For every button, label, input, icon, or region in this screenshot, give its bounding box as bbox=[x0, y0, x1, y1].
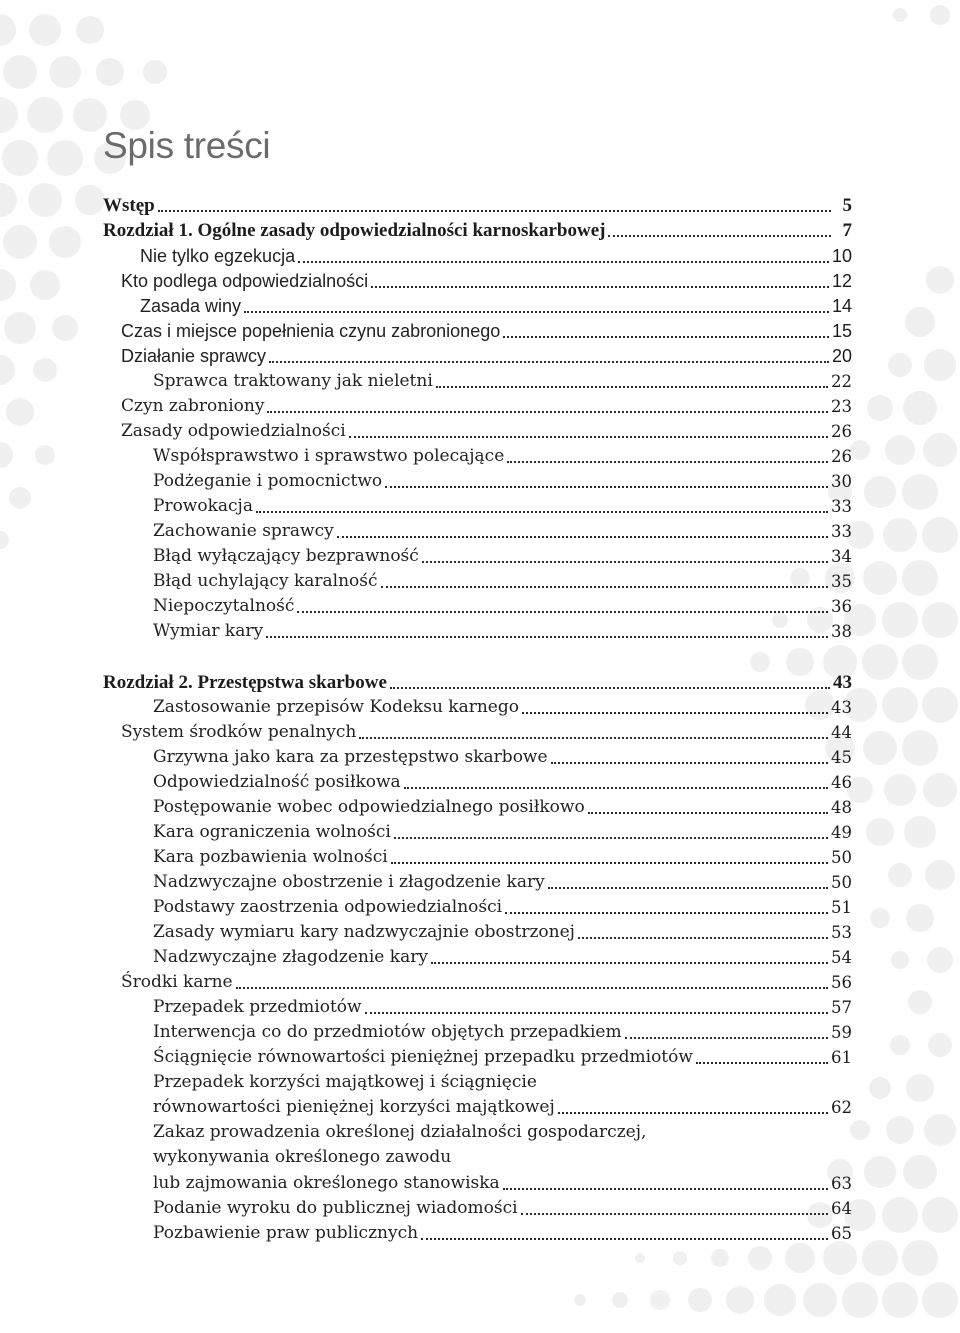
toc-entry-page: 49 bbox=[831, 823, 852, 842]
toc-entry-title: Kara ograniczenia wolności bbox=[153, 822, 391, 842]
toc-entry-page: 26 bbox=[831, 447, 852, 466]
toc-entry-page: 33 bbox=[831, 497, 852, 516]
toc-entry[interactable] bbox=[0, 619, 960, 645]
toc-entry-page: 46 bbox=[831, 773, 852, 792]
dot-leader bbox=[365, 1012, 828, 1014]
toc-entry-page: 14 bbox=[831, 296, 852, 316]
toc-entry-title: Błąd uchylający karalność bbox=[153, 571, 378, 591]
dot-leader bbox=[588, 812, 828, 814]
toc-entry[interactable] bbox=[0, 594, 960, 620]
toc-entry-title: Sprawca traktowany jak nieletni bbox=[153, 371, 433, 391]
dot-leader bbox=[349, 436, 828, 438]
toc-entry[interactable] bbox=[0, 995, 960, 1021]
toc-entry[interactable] bbox=[0, 745, 960, 771]
toc-entry[interactable] bbox=[0, 920, 960, 946]
toc-entry[interactable] bbox=[0, 795, 960, 821]
toc-entry-title: wykonywania określonego zawodu bbox=[153, 1147, 452, 1167]
toc-entry-title: Czas i miejsce popełnienia czynu zabronionego bbox=[121, 321, 501, 341]
toc-entry[interactable] bbox=[0, 870, 960, 896]
toc-entry[interactable] bbox=[0, 569, 960, 595]
toc-entry[interactable] bbox=[0, 970, 960, 996]
dot-leader bbox=[507, 461, 828, 463]
toc-entry-title: Postępowanie wobec odpowiedzialnego posiłkowo bbox=[153, 797, 585, 817]
toc-entry-title: Przepadek korzyści majątkowej i ściągnięcie bbox=[153, 1072, 537, 1092]
dot-leader bbox=[431, 962, 828, 964]
dot-leader bbox=[436, 386, 828, 388]
toc-entry-page: 26 bbox=[831, 422, 852, 441]
toc-entry-page: 48 bbox=[831, 798, 852, 817]
toc-entry[interactable] bbox=[0, 770, 960, 796]
dot-leader bbox=[371, 286, 829, 288]
toc-entry-page: 62 bbox=[831, 1098, 852, 1117]
toc-entry-title: Niepoczytalność bbox=[153, 596, 295, 616]
dot-leader bbox=[421, 1238, 828, 1240]
toc-entry-title: Współsprawstwo i sprawstwo polecające bbox=[153, 446, 505, 466]
toc-entry[interactable] bbox=[0, 269, 960, 295]
toc-entry-title: Kara pozbawienia wolności bbox=[153, 847, 388, 867]
toc-entry-page: 61 bbox=[831, 1048, 852, 1067]
toc-entry-page: 59 bbox=[831, 1023, 852, 1042]
toc-entry-page: 57 bbox=[831, 998, 852, 1017]
dot-leader bbox=[298, 261, 829, 263]
toc-entry[interactable] bbox=[0, 544, 960, 570]
toc-entry-title: Zachowanie sprawcy bbox=[153, 521, 334, 541]
toc-entry-page: 54 bbox=[831, 948, 852, 967]
toc-entry[interactable] bbox=[0, 820, 960, 846]
toc-entry-title: Wstęp bbox=[103, 195, 155, 216]
toc-entry-title: Podżeganie i pomocnictwo bbox=[153, 471, 383, 491]
toc-entry[interactable] bbox=[0, 895, 960, 921]
dot-leader bbox=[625, 1037, 828, 1039]
toc-entry[interactable] bbox=[0, 419, 960, 445]
toc-entry-title: Zastosowanie przepisów Kodeksu karnego bbox=[153, 697, 519, 717]
dot-leader bbox=[391, 862, 828, 864]
toc-entry[interactable] bbox=[0, 945, 960, 971]
toc-entry-title: Rozdział 1. Ogólne zasady odpowiedzialności karnoskarbowej bbox=[103, 220, 606, 241]
toc-entry-page: 63 bbox=[831, 1174, 852, 1193]
toc-entry-page: 56 bbox=[831, 973, 852, 992]
toc-entry-title: Czyn zabroniony bbox=[121, 396, 265, 416]
toc-entry-title: Pozbawienie praw publicznych bbox=[153, 1223, 419, 1243]
dot-leader bbox=[236, 987, 828, 989]
toc-entry-title: Interwencja co do przedmiotów objętych przepadkiem bbox=[153, 1022, 622, 1042]
toc-entry-page: 43 bbox=[831, 698, 852, 717]
toc-entry-title: Rozdział 2. Przestępstwa skarbowe bbox=[103, 672, 387, 693]
toc-entry[interactable] bbox=[0, 1171, 960, 1197]
toc-entry-page: 50 bbox=[831, 873, 852, 892]
toc-entry-title: Działanie sprawcy bbox=[121, 346, 267, 366]
toc-entry-title: Ściągnięcie równowartości pieniężnej przepadku przedmiotów bbox=[153, 1047, 693, 1067]
toc-entry-title: Podanie wyroku do publicznej wiadomości bbox=[153, 1198, 518, 1218]
toc-entry[interactable] bbox=[0, 394, 960, 420]
toc-entry[interactable] bbox=[0, 444, 960, 470]
toc-entry-page: 53 bbox=[831, 923, 852, 942]
toc-entry[interactable] bbox=[0, 344, 960, 370]
dot-leader bbox=[158, 210, 831, 212]
toc-entry-title: Przepadek przedmiotów bbox=[153, 997, 362, 1017]
toc-entry[interactable] bbox=[0, 469, 960, 495]
toc-entry[interactable] bbox=[0, 218, 960, 244]
toc-entry-title: Zasady wymiaru kary nadzwyczajnie obostrzonej bbox=[153, 922, 575, 942]
toc-entry-page: 51 bbox=[831, 898, 852, 917]
toc-entry-page: 43 bbox=[833, 672, 852, 693]
toc-entry[interactable] bbox=[0, 1045, 960, 1071]
toc-entry-page: 10 bbox=[831, 246, 852, 266]
toc-entry-page: 35 bbox=[831, 572, 852, 591]
toc-entry-page: 44 bbox=[831, 723, 852, 742]
dot-leader bbox=[381, 586, 828, 588]
dot-leader bbox=[359, 737, 828, 739]
toc-entry-title: Kto podlega odpowiedzialności bbox=[121, 271, 369, 291]
dot-leader bbox=[503, 336, 829, 338]
toc-entry[interactable] bbox=[0, 369, 960, 395]
toc-entry-page: 20 bbox=[831, 346, 852, 366]
toc-entry[interactable] bbox=[0, 294, 960, 320]
toc-entry[interactable] bbox=[0, 494, 960, 520]
toc-entry-title: Zasady odpowiedzialności bbox=[121, 421, 346, 441]
dot-leader bbox=[696, 1062, 828, 1064]
toc-entry-continued[interactable] bbox=[0, 1070, 960, 1096]
toc-entry-page: 22 bbox=[831, 372, 852, 391]
toc-entry-page: 65 bbox=[831, 1224, 852, 1243]
dot-leader bbox=[521, 1213, 828, 1215]
dot-leader bbox=[503, 1188, 828, 1190]
dot-leader bbox=[404, 787, 828, 789]
dot-leader bbox=[385, 486, 828, 488]
toc-entry[interactable] bbox=[0, 1095, 960, 1121]
dot-leader bbox=[558, 1112, 828, 1114]
toc-entry-title: Odpowiedzialność posiłkowa bbox=[153, 772, 401, 792]
toc-entry[interactable] bbox=[0, 193, 960, 219]
toc-entry[interactable] bbox=[0, 720, 960, 746]
toc-entry-page: 36 bbox=[831, 597, 852, 616]
toc-entry-title: Prowokacja bbox=[153, 496, 253, 516]
toc-entry-page: 15 bbox=[831, 321, 852, 341]
toc-entry[interactable] bbox=[0, 1020, 960, 1046]
toc-entry-title: Wymiar kary bbox=[153, 621, 264, 641]
dot-leader bbox=[244, 311, 829, 313]
toc-entry-page: 7 bbox=[842, 220, 852, 241]
toc-entry-title: Nadzwyczajne obostrzenie i złagodzenie kary bbox=[153, 872, 545, 892]
toc-entry-title: Zasada winy bbox=[140, 296, 242, 316]
toc-entry[interactable] bbox=[0, 1221, 960, 1247]
toc-entry-page: 64 bbox=[831, 1199, 852, 1218]
toc-entry-title: Podstawy zaostrzenia odpowiedzialności bbox=[153, 897, 503, 917]
toc-entry-page: 12 bbox=[831, 271, 852, 291]
toc-entry[interactable] bbox=[0, 695, 960, 721]
dot-leader bbox=[267, 411, 828, 413]
page-title: Spis treści bbox=[103, 125, 271, 166]
dot-leader bbox=[505, 912, 828, 914]
toc-entry[interactable] bbox=[0, 319, 960, 345]
toc-entry[interactable] bbox=[0, 244, 960, 270]
dot-leader bbox=[551, 762, 828, 764]
toc-entry-page: 34 bbox=[831, 547, 852, 566]
toc-entry-page: 23 bbox=[831, 397, 852, 416]
toc-entry-page: 30 bbox=[831, 472, 852, 491]
toc-entry-title: Błąd wyłączający bezprawność bbox=[153, 546, 419, 566]
toc-entry-continued[interactable] bbox=[0, 1145, 960, 1171]
dot-leader bbox=[394, 837, 828, 839]
toc-entry-title: Nadzwyczajne złagodzenie kary bbox=[153, 947, 428, 967]
toc-entry-title: lub zajmowania określonego stanowiska bbox=[153, 1173, 500, 1193]
toc-entry-page: 50 bbox=[831, 848, 852, 867]
dot-leader bbox=[390, 687, 830, 689]
toc-entry-page: 45 bbox=[831, 748, 852, 767]
toc-entry[interactable] bbox=[0, 1196, 960, 1222]
toc-entry-page: 5 bbox=[842, 195, 852, 216]
toc-entry-title: Grzywna jako kara za przestępstwo skarbowe bbox=[153, 747, 548, 767]
toc-entry[interactable] bbox=[0, 519, 960, 545]
toc-entry-page: 38 bbox=[831, 622, 852, 641]
dot-leader bbox=[548, 887, 828, 889]
dot-leader bbox=[266, 636, 828, 638]
toc-entry[interactable] bbox=[0, 670, 960, 696]
toc-entry-title: Środki karne bbox=[121, 972, 233, 992]
dot-leader bbox=[608, 235, 831, 237]
toc-entry-title: równowartości pieniężnej korzyści majątkowej bbox=[153, 1097, 555, 1117]
dot-leader bbox=[422, 561, 828, 563]
dot-leader bbox=[297, 611, 828, 613]
dot-leader bbox=[269, 361, 829, 363]
dot-leader bbox=[578, 937, 828, 939]
toc-entry-title: System środków penalnych bbox=[121, 722, 357, 742]
toc-entry-title: Nie tylko egzekucja bbox=[140, 246, 296, 266]
toc-entry-continued[interactable] bbox=[0, 1120, 960, 1146]
toc-entry-page: 33 bbox=[831, 522, 852, 541]
dot-leader bbox=[337, 536, 828, 538]
toc-entry[interactable] bbox=[0, 845, 960, 871]
toc-entry-title: Zakaz prowadzenia określonej działalności gospodarczej, bbox=[153, 1122, 647, 1142]
dot-leader bbox=[522, 712, 828, 714]
dot-leader bbox=[256, 511, 828, 513]
